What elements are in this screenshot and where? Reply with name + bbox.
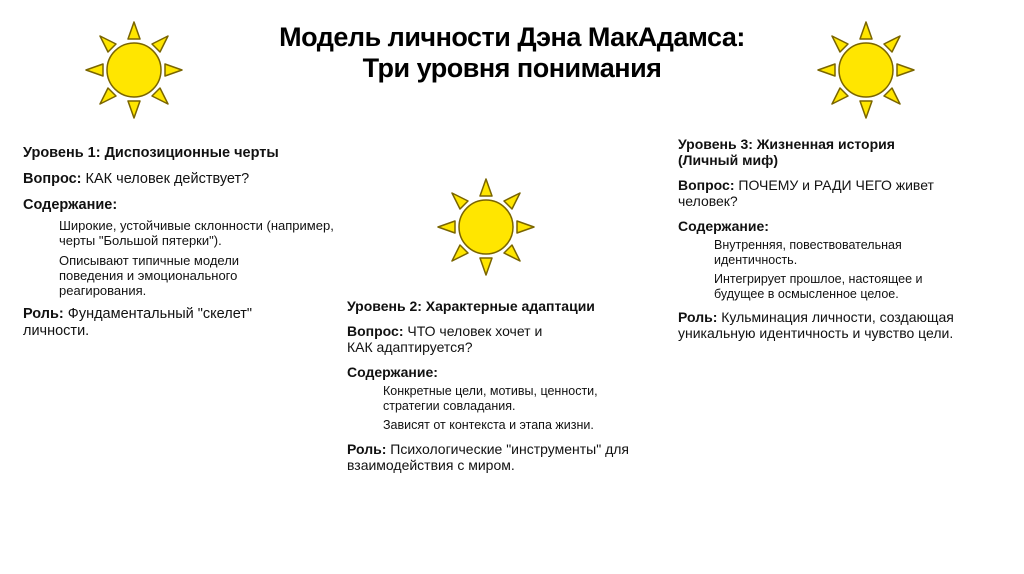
sun-icon xyxy=(82,18,186,122)
question-label: Вопрос: xyxy=(347,323,404,339)
level-2-block xyxy=(347,298,657,473)
level-1-block xyxy=(23,145,343,340)
content-item: Конкретные цели, мотивы, ценности, стратегии совладания. xyxy=(383,384,598,413)
question-label: Вопрос: xyxy=(23,171,82,187)
question-text: КАК человек действует? xyxy=(85,171,250,187)
sun-icon xyxy=(434,175,538,279)
question-label: Вопрос: xyxy=(678,177,735,193)
title-line-2: Три уровня понимания xyxy=(362,53,662,83)
content-item: Описывают типичные модели поведения и эмоционального реагирования. xyxy=(59,253,240,298)
question-text: ЧТО человек хочет и КАК адаптируется? xyxy=(347,323,543,355)
role-text: Кульминация личности, создающая уникальную идентичность и чувство цели. xyxy=(678,309,954,341)
level-role xyxy=(347,441,647,473)
level-heading: Уровень 3: Жизненная история (Личный миф) xyxy=(678,136,895,168)
question-text: ПОЧЕМУ и РАДИ ЧЕГО живет человек? xyxy=(678,177,934,209)
level-question xyxy=(23,171,343,188)
role-text: Психологические "инструменты" для взаимодействия с миром. xyxy=(347,440,629,473)
content-label: Содержание: xyxy=(23,197,118,213)
level-question xyxy=(678,177,978,209)
content-item: Внутренняя, повествовательная идентичность. xyxy=(714,238,902,267)
level-heading: Уровень 1: Диспозиционные черты xyxy=(23,145,279,161)
level-heading: Уровень 2: Характерные адаптации xyxy=(347,298,595,314)
page-title xyxy=(200,22,824,84)
level-role xyxy=(23,306,313,340)
role-label: Роль: xyxy=(347,440,387,457)
level-question xyxy=(347,323,562,355)
content-label: Содержание: xyxy=(347,364,438,380)
title-line-1: Модель личности Дэна МакАдамса: xyxy=(279,22,745,52)
role-text: Фундаментальный "скелет" личности. xyxy=(23,306,253,339)
role-label: Роль: xyxy=(678,309,718,325)
level-role xyxy=(678,309,983,341)
sun-icon xyxy=(814,18,918,122)
role-label: Роль: xyxy=(23,306,64,322)
content-item: Широкие, устойчивые склонности (например, черты "Большой пятерки"). xyxy=(59,218,334,248)
content-label: Содержание: xyxy=(678,218,769,234)
level-3-block xyxy=(678,136,988,341)
content-item: Интегрирует прошлое, настоящее и будущее в осмысленное целое. xyxy=(714,272,923,301)
content-item: Зависят от контекста и этапа жизни. xyxy=(383,418,594,432)
